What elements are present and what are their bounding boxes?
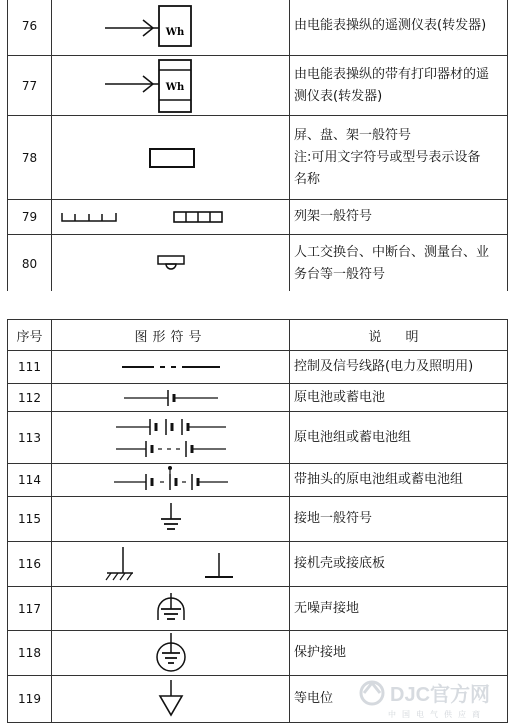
meter-label: Wh [165, 81, 184, 93]
table-row [8, 412, 508, 464]
row-seq: 111 [8, 351, 52, 384]
table-row [8, 351, 508, 384]
symbol-table-2 [7, 319, 508, 723]
ground-symbol [52, 497, 290, 542]
row-seq: 117 [8, 587, 52, 631]
row-seq: 112 [8, 384, 52, 412]
noiseless-ground-symbol [52, 587, 290, 631]
row-seq: 77 [8, 56, 52, 116]
panel-rack-symbol [52, 116, 290, 200]
table-gap [0, 291, 512, 319]
battery-group-symbol [52, 412, 290, 464]
table-header-row [8, 320, 508, 351]
table-row [8, 631, 508, 676]
table-row [8, 587, 508, 631]
row-seq: 116 [8, 542, 52, 587]
site-watermark [354, 673, 504, 721]
row-seq: 76 [8, 0, 52, 56]
table-row [8, 235, 508, 293]
table-row [8, 116, 508, 200]
row-desc: 人工交换台、中断台、测量台、业 务台等一般符号 [290, 235, 508, 293]
row-desc: 接地一般符号 [290, 497, 508, 542]
row-seq: 113 [8, 412, 52, 464]
row-desc: 保护接地 [290, 631, 508, 676]
symbol-table-1 [7, 0, 508, 293]
row-seq: 79 [8, 200, 52, 235]
row-desc: 由电能表操纵的遥测仪表(转发器) [290, 0, 508, 56]
row-desc: 列架一般符号 [290, 200, 508, 235]
row-seq: 119 [8, 676, 52, 723]
table-row [8, 56, 508, 116]
row-desc: 无噪声接地 [290, 587, 508, 631]
tapped-battery-symbol [52, 464, 290, 497]
row-seq: 80 [8, 235, 52, 293]
row-seq: 118 [8, 631, 52, 676]
watermark-main-text: DJC官方网 [390, 684, 491, 706]
table-row [8, 0, 508, 56]
row-desc: 带抽头的原电池组或蓄电池组 [290, 464, 508, 497]
header-symbol: 图形符号 [52, 320, 290, 351]
row-desc: 由电能表操纵的带有打印器材的遥 测仪表(转发器) [290, 56, 508, 116]
frame-rack-symbol [52, 200, 290, 235]
switchboard-symbol [52, 235, 290, 293]
table-row [8, 384, 508, 412]
row-desc: 控制及信号线路(电力及照明用) [290, 351, 508, 384]
telemeter-relay-symbol [52, 0, 290, 56]
watermark-sub-text: 中国电气供应商 [388, 710, 486, 719]
equipotential-symbol [52, 676, 290, 723]
row-desc: 屏、盘、架一般符号 注:可用文字符号或型号表示设备 名称 [290, 116, 508, 200]
protective-ground-symbol [52, 631, 290, 676]
battery-symbol [52, 384, 290, 412]
telemeter-printer-symbol [52, 56, 290, 116]
watermark-logo-icon [361, 682, 383, 704]
table-row [8, 497, 508, 542]
row-desc: 接机壳或接底板 [290, 542, 508, 587]
table-row [8, 200, 508, 235]
table-row [8, 542, 508, 587]
row-desc: 等电位 [290, 676, 508, 723]
table-row [8, 464, 508, 497]
header-desc: 说 明 [290, 320, 508, 351]
header-seq: 序号 [8, 320, 52, 351]
meter-label: Wh [165, 27, 184, 38]
row-seq: 78 [8, 116, 52, 200]
row-seq: 114 [8, 464, 52, 497]
row-seq: 115 [8, 497, 52, 542]
row-desc: 原电池组或蓄电池组 [290, 412, 508, 464]
control-line-symbol [52, 351, 290, 384]
chassis-ground-symbol [52, 542, 290, 587]
row-desc: 原电池或蓄电池 [290, 384, 508, 412]
